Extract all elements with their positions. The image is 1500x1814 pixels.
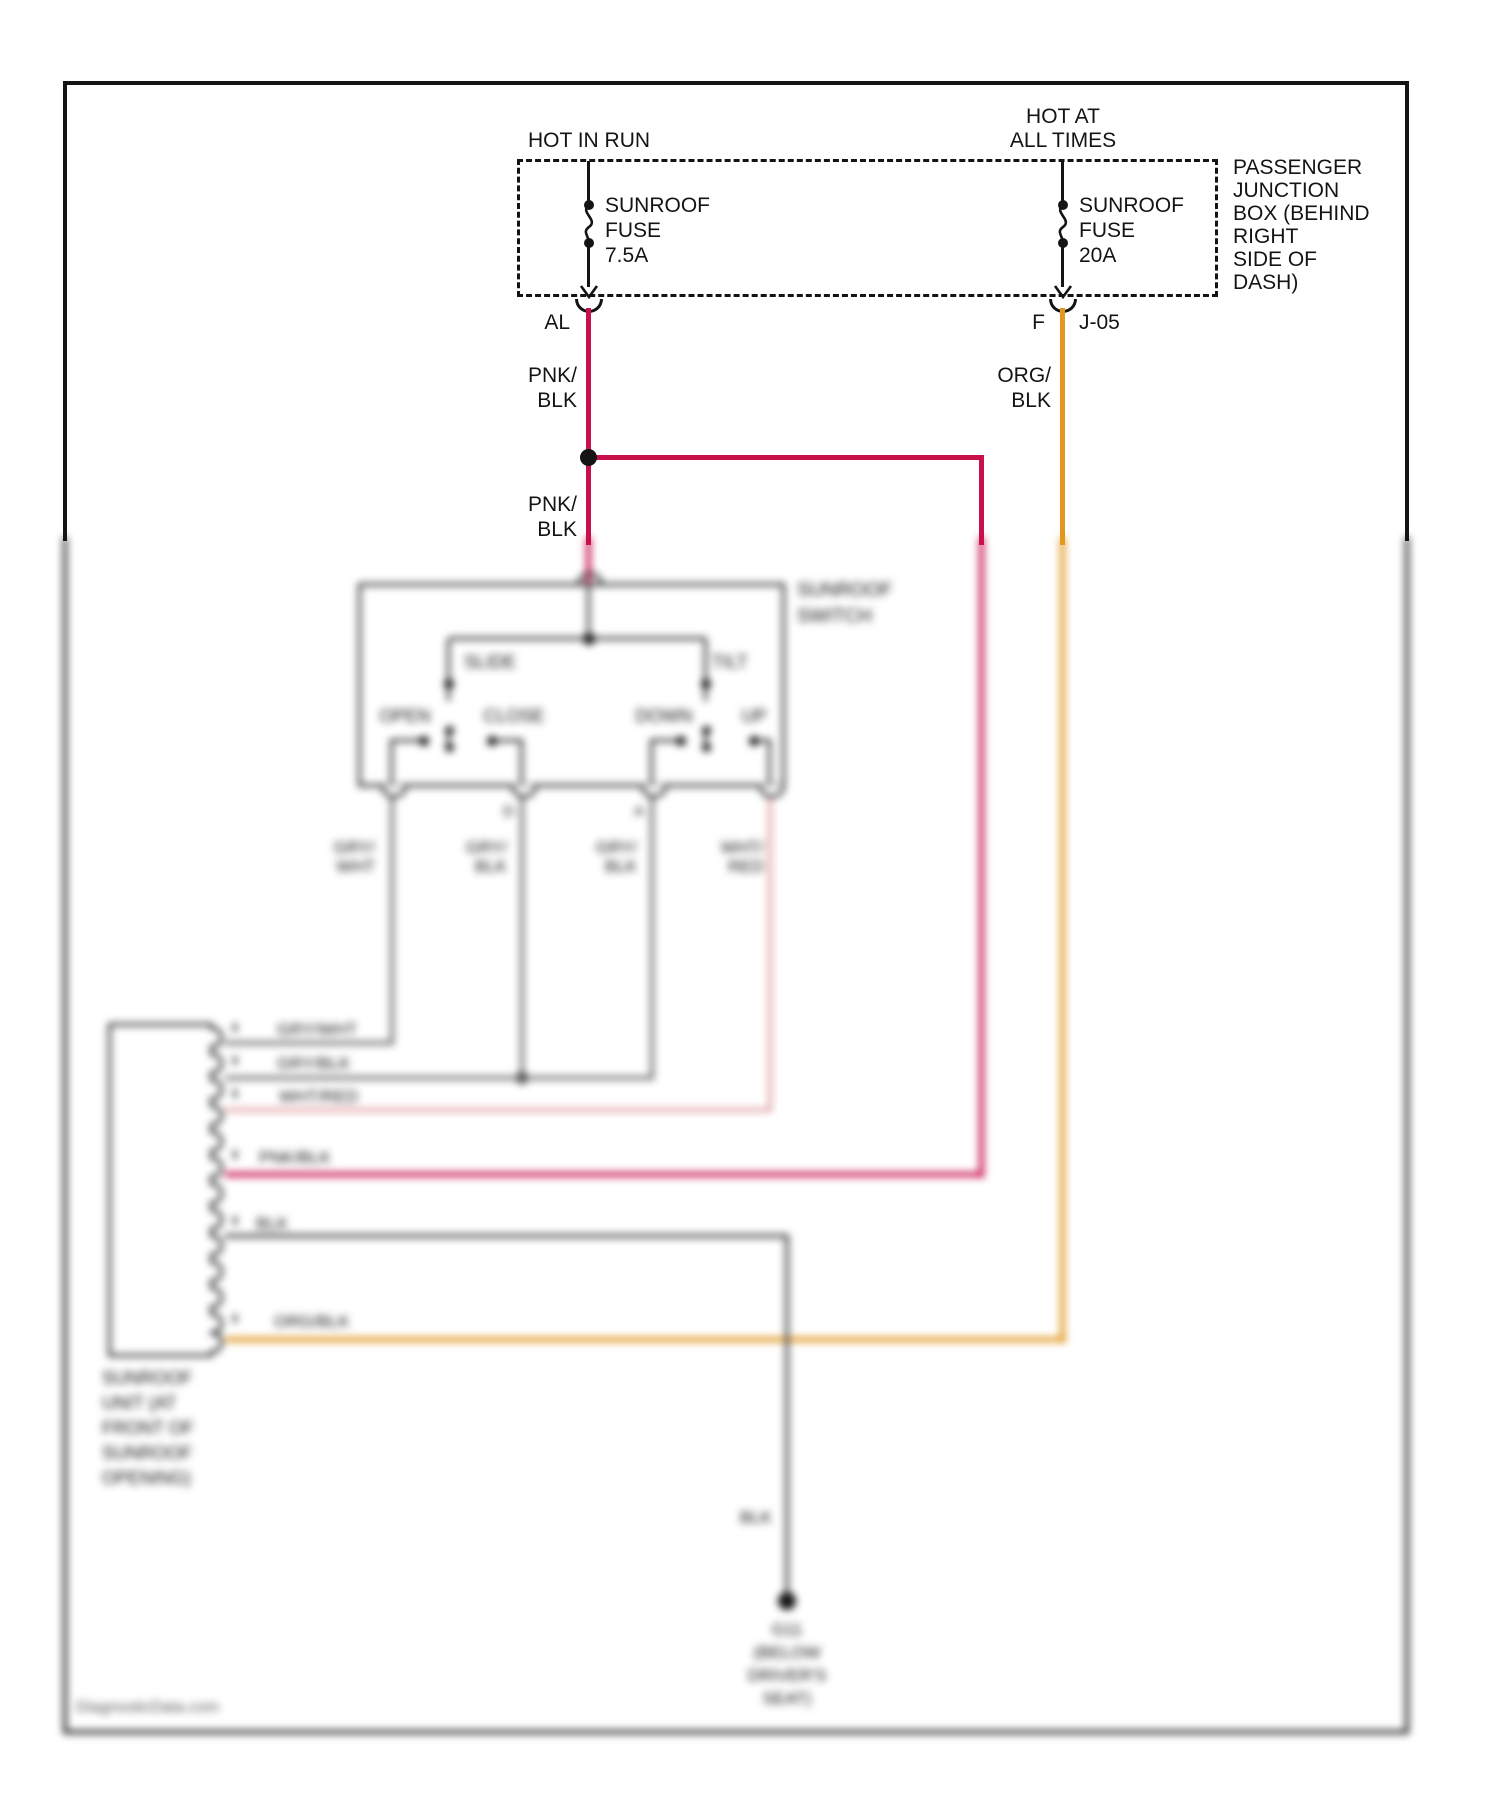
gry-blk-1-label: GRY/ BLK [465,838,507,876]
open-label: OPEN [379,706,431,726]
unit-row-org-blk: ORG/BLK [274,1312,350,1331]
down-label: DOWN [635,706,693,726]
wire-pnk-blk-branch-horizontal [589,455,984,460]
hot-in-run-label: HOT IN RUN [527,129,651,152]
wht-red-label: WHT/ RED [720,838,764,876]
pnk-blk-label-1: PNK/ BLK [527,364,577,412]
fuse-right-lead-bottom [1061,247,1064,287]
ground-label: G11 (BELOW DRIVER'S SEAT) [747,1620,827,1708]
fuse-left-label: SUNROOF FUSE 7.5A [605,194,710,267]
unit-row-gry-blk: GRY/BLK [277,1054,351,1073]
unit-row-gry-wht: GRY/WHT [277,1020,357,1039]
tilt-label: TILT [712,652,748,672]
splice-dot [580,449,597,466]
wire-pnk-blk-branch-vertical-upper [979,455,984,545]
wire-pnk-blk-vertical-upper [586,308,591,458]
slide-label: SLIDE [464,652,517,672]
hot-at-all-times-label: HOT AT ALL TIMES [1009,105,1117,152]
org-blk-label: ORG/ BLK [997,364,1051,412]
page-border-top [63,81,1409,85]
fuse-left-element [577,199,601,249]
unit-row-blk: BLK [256,1214,289,1233]
fuse-right-arrow-icon [1053,285,1073,299]
junction-box-label: PASSENGER JUNCTION BOX (BEHIND RIGHT SIDE OF DASH) [1233,156,1370,294]
connector-f-label: F [1032,311,1045,334]
fuse-left-lead-bottom [587,247,590,287]
sunroof-unit-label: SUNROOF UNIT (AT FRONT OF SUNROOF OPENING) [102,1368,194,1488]
blk-ground-wire-label: BLK [739,1508,772,1527]
wire-pnk-blk-vertical-mid [586,458,591,545]
close-label: CLOSE [483,706,545,726]
gry-wht-label: GRY/ WHT [333,838,375,876]
sunroof-switch-label: SUNROOF SWITCH [797,580,892,627]
gry-blk-2-label: GRY/ BLK [595,838,637,876]
unit-row-wht-red: WHT/RED [279,1087,359,1106]
page-border-right-upper [1405,81,1409,541]
fuse-left-arrow-icon [579,285,599,299]
pnk-blk-label-2: PNK/ BLK [527,493,577,541]
connector-al-label: AL [544,311,570,334]
page-border-left-upper [63,81,67,541]
switch-pin-letter-d: D [503,803,514,820]
wire-org-blk-vertical-upper [1060,308,1065,545]
connector-j05-label: J-05 [1079,311,1120,334]
fuse-right-element [1051,199,1075,249]
switch-pin-letter-a: A [633,803,644,820]
fuse-right-label: SUNROOF FUSE 20A [1079,194,1184,267]
up-label: UP [741,706,767,726]
watermark: DiagnosticData.com [76,1699,220,1716]
unit-row-pnk-blk: PNK/BLK [259,1148,331,1167]
